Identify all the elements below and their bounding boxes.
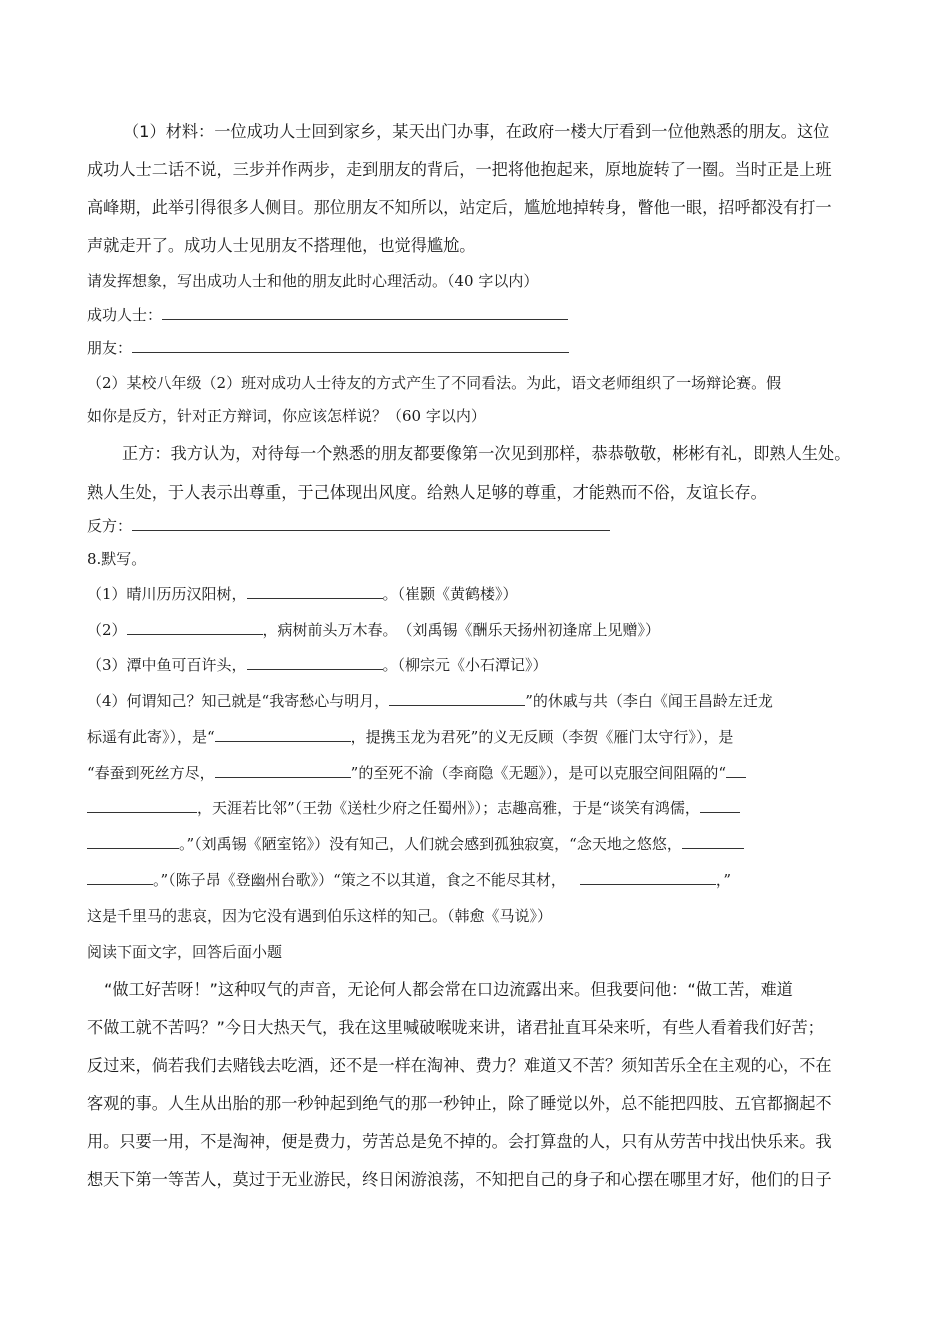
q8-text: ，病树前头万木春。 （刘禹锡《酬乐天扬州初逢席上见赠》） — [262, 621, 661, 639]
material-line: （1）材料：一位成功人士回到家乡，某天出门办事，在政府一楼大厅看到一位他熟悉的朋友。这位 — [123, 122, 830, 141]
fill-blank[interactable] — [247, 597, 383, 599]
q8-text: 。（崔颢《黄鹤楼》） — [382, 585, 518, 603]
material-line: 成功人士二话不说，三步并作两步，走到朋友的背后，一把将他抱起来，原地旋转了一圈。当时正是上班 — [87, 160, 832, 179]
q8-item-2 — [87, 619, 660, 640]
q8-item-4-line — [87, 762, 746, 783]
fill-blank[interactable] — [87, 811, 197, 813]
q8-text: （4）何谓知己？知己就是“我寄愁心与明月， — [87, 692, 390, 710]
answer-blank-success[interactable] — [162, 318, 568, 320]
q8-text: “春蚕到死丝方尽， — [87, 764, 215, 782]
reading-line: 客观的事。人生从出胎的那一秒钟起到绝气的那一秒钟止，除了睡觉以外，总不能把四肢、五官都搁起不 — [87, 1094, 832, 1113]
fill-blank[interactable] — [682, 847, 744, 849]
q8-text: 。”（刘禹锡《陋室铭》）没有知己，人们就会感到孤独寂寞，“念天地之悠悠， — [179, 835, 682, 853]
label-con: 反方： — [87, 517, 133, 535]
q8-text: 标遥有此寄》），是“ — [87, 728, 215, 746]
q8-text: 。（柳宗元《小石潭记》） — [382, 656, 548, 674]
q8-item-4-line — [87, 833, 744, 854]
answer-blank-friend[interactable] — [132, 351, 569, 353]
q8-item-1 — [87, 583, 518, 604]
reading-line: 不做工就不苦吗？”今日大热天气，我在这里喊破喉咙来讲，诸君扯直耳朵来听，有些人看着我们好苦； — [87, 1018, 824, 1037]
q8-text: ，天涯若比邻”（王勃《送杜少府之任蜀州》）；志趣高雅，于是“谈笑有鸿儒， — [197, 799, 700, 817]
q8-text: 。”（陈子昂《登幽州台歌》）“策之不以其道，食之不能尽其材， — [153, 871, 566, 889]
q8-item-4-line — [87, 797, 740, 818]
reading-line: “做工好苦呀！”这种叹气的声音，无论何人都会常在口边流露出来。但我要问他：“做工苦，难道 — [104, 980, 793, 999]
material-line: 高峰期，此举引得很多人侧目。那位朋友不知所以，站定后，尴尬地掉转身，瞥他一眼，招呼都没有打一 — [87, 198, 832, 217]
answer-row-success — [87, 304, 568, 325]
fill-blank[interactable] — [726, 776, 746, 778]
q8-item-3 — [87, 654, 548, 675]
reading-instruction: 阅读下面文字，回答后面小题 — [87, 943, 283, 961]
label-success: 成功人士： — [87, 306, 163, 324]
reading-line: 用。只要一用，不是淘神，便是费力，劳苦总是免不掉的。会打算盘的人，只有从劳苦中找出快乐来。我 — [87, 1132, 832, 1151]
q8-title: 8.默写。 — [87, 550, 147, 568]
q8-item-4-line: 这是千里马的悲哀，因为它没有遇到伯乐这样的知己。（韩愈《马说》） — [87, 907, 553, 925]
answer-row-friend — [87, 337, 569, 358]
pro-argument-line: 正方：我方认为，对待每一个熟悉的朋友都要像第一次见到那样，恭恭敬敬，彬彬有礼，即熟人生处。 — [122, 444, 851, 463]
prompt-1: 请发挥想象，写出成功人士和他的朋友此时心理活动。（40 字以内） — [87, 272, 539, 290]
prompt-2-line: （2）某校八年级（2）班对成功人士待友的方式产生了不同看法。为此，语文老师组织了一场辩论赛。假 — [87, 374, 782, 392]
reading-line: 反过来，倘若我们去赌钱去吃酒，还不是一样在淘神、费力？难道又不苦？须知苦乐全在主观的心，不在 — [87, 1056, 832, 1075]
pro-argument-line: 熟人生处，于人表示出尊重，于己体现出风度。给熟人足够的尊重，才能熟而不俗，友谊长存。 — [87, 483, 767, 502]
prompt-2-line: 如你是反方，针对正方辩词，你应该怎样说？（60 字以内） — [87, 407, 486, 425]
fill-blank[interactable] — [247, 668, 383, 670]
reading-line: 想天下第一等苦人，莫过于无业游民，终日闲游浪荡，不知把自己的身子和心摆在哪里才好，他们的日子 — [87, 1170, 832, 1189]
q8-text: ”的休戚与共（李白《闻王昌龄左迁龙 — [525, 692, 773, 710]
fill-blank[interactable] — [580, 883, 716, 885]
label-friend: 朋友： — [87, 339, 133, 357]
fill-blank[interactable] — [127, 633, 263, 635]
answer-blank-con[interactable] — [132, 529, 610, 531]
q8-item-4-line — [87, 869, 731, 890]
fill-blank[interactable] — [215, 776, 351, 778]
q8-text: ”的至死不渝（李商隐《无题》），是可以克服空间阻隔的“ — [350, 764, 727, 782]
fill-blank[interactable] — [87, 847, 179, 849]
q8-text: （3）潭中鱼可百许头， — [87, 656, 247, 674]
q8-text: ，提携玉龙为君死”的义无反顾（李贺《雁门太守行》），是 — [350, 728, 734, 746]
material-line: 声就走开了。成功人士见朋友不搭理他，也觉得尴尬。 — [87, 236, 476, 255]
fill-blank[interactable] — [389, 704, 525, 706]
fill-blank[interactable] — [700, 811, 740, 813]
q8-text: ，” — [715, 871, 732, 889]
q8-item-4-line — [87, 690, 773, 711]
fill-blank[interactable] — [87, 883, 153, 885]
answer-row-con — [87, 515, 610, 536]
q8-text: （1）晴川历历汉阳树， — [87, 585, 247, 603]
q8-item-4-line — [87, 726, 733, 747]
fill-blank[interactable] — [215, 740, 351, 742]
q8-text: （2） — [87, 621, 127, 639]
